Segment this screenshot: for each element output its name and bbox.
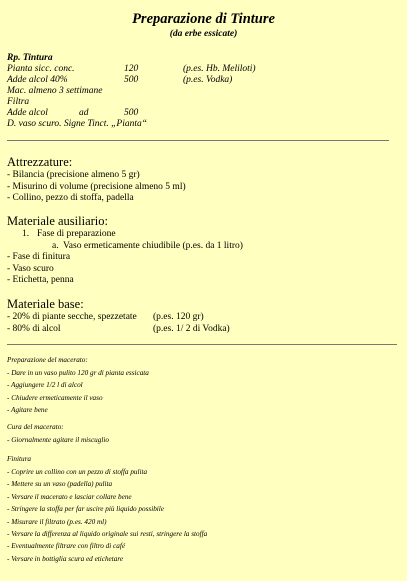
list-item-fase	[7, 229, 116, 241]
instruction-item: - Stringere la stoffa per far uscire più liquido possibile	[7, 505, 164, 514]
section-title-base: Materiale base:	[7, 297, 84, 311]
recipe-row	[7, 75, 387, 86]
list-ausiliario	[7, 229, 243, 287]
instruction-item: - Misurare il filtrato (p.es. 420 ml)	[7, 517, 107, 526]
recipe-signature-line: D. vaso scuro. Signe Tinct. „Pianta“	[7, 119, 148, 129]
list-item-sub	[7, 240, 243, 253]
instructions-cura	[7, 421, 109, 446]
instruction-item: - Mettere su un vaso (padella) pulita	[7, 480, 113, 489]
instruction-item: - Eventualmente filtrare con filtro di café	[7, 542, 126, 551]
list-item-label: Vaso ermeticamente chiudibile (p.es. da 1 litro)	[63, 240, 243, 251]
instructions-heading: Finitura	[7, 455, 31, 463]
list-item	[7, 312, 204, 324]
list-item-note: (p.es. 120 gr)	[153, 312, 204, 322]
list-base	[7, 312, 230, 335]
list-item-label: - 80% di alcol	[7, 323, 61, 334]
list-item: - Fase di finitura	[7, 252, 71, 262]
section-title-attrezzature: Attrezzature:	[7, 155, 73, 169]
instruction-item: - Chiudere ermeticamente il vaso	[7, 393, 103, 402]
recipe-value: 500	[124, 75, 139, 85]
list-item: - Bilancia (precisione almeno 5 gr)	[7, 170, 140, 180]
list-item	[7, 323, 230, 336]
list-item-note: (p.es. 1/ 2 di Vodka)	[153, 323, 230, 334]
recipe-note: (p.es. Hb. Meliloti)	[183, 64, 256, 74]
recipe-ad: ad	[79, 108, 89, 118]
instruction-item: - Dare in un vaso pulito 120 gr di pianta essicata	[7, 369, 149, 377]
document-subtitle: (da erbe essicate)	[169, 29, 238, 39]
divider	[7, 140, 389, 141]
list-attrezzature	[7, 170, 186, 205]
list-number: 1.	[22, 229, 30, 239]
instruction-item: - Giornalmente agitare il miscuglio	[7, 436, 109, 444]
instruction-item: - Coprire un collino con un pezzo di stoffa pulita	[7, 468, 148, 476]
recipe-row	[7, 64, 387, 75]
recipe-label: Pianta sicc. conc.	[7, 64, 75, 74]
section-title-ausiliario: Materiale ausiliario:	[7, 214, 109, 228]
list-item: - Etichetta, penna	[7, 275, 74, 285]
instruction-item: - Versare in bottiglia scura ed etichetare	[7, 554, 124, 563]
instructions-heading: Preparazione del macerato:	[7, 356, 88, 364]
document-title: Preparazione di Tinture	[132, 11, 275, 27]
list-letter: a.	[52, 240, 59, 251]
list-item: - Vaso scuro	[7, 263, 54, 274]
recipe-block	[7, 53, 387, 130]
list-item: - Misurino di volume (precisione almeno 5 ml)	[7, 181, 186, 192]
recipe-row-adde	[7, 108, 387, 119]
list-item-label: - 20% di piante secche, spezzetate	[7, 312, 137, 322]
recipe-heading: Rp. Tintura	[7, 53, 53, 63]
recipe-label: Mac. almeno 3 settimane	[7, 86, 103, 96]
instructions-heading: Cura del macerato:	[7, 423, 64, 431]
instruction-item: - Versare la differenza al liquido originale sui resti, stringere la stoffa	[7, 529, 208, 538]
recipe-label: Adde alcol 40%	[7, 75, 68, 85]
recipe-label: Filtra	[7, 97, 30, 107]
recipe-row	[7, 86, 387, 97]
instruction-item: - Aggiungere 1/2 l di alcol	[7, 381, 83, 390]
recipe-row	[7, 97, 387, 108]
divider	[7, 344, 397, 345]
instructions-finitura	[7, 453, 207, 565]
recipe-label: Adde alcol	[7, 108, 48, 118]
recipe-value: 500	[124, 108, 139, 118]
list-item-label: Fase di preparazione	[37, 229, 116, 239]
instruction-item: - Agitare bene	[7, 406, 48, 415]
instructions-macerato	[7, 354, 149, 417]
list-item: - Collino, pezzo di stoffa, padella	[7, 193, 134, 203]
recipe-value: 120	[124, 64, 139, 74]
recipe-note: (p.es. Vodka)	[183, 75, 233, 85]
instruction-item: - Versare il macerato e lasciar collare bene	[7, 492, 132, 501]
